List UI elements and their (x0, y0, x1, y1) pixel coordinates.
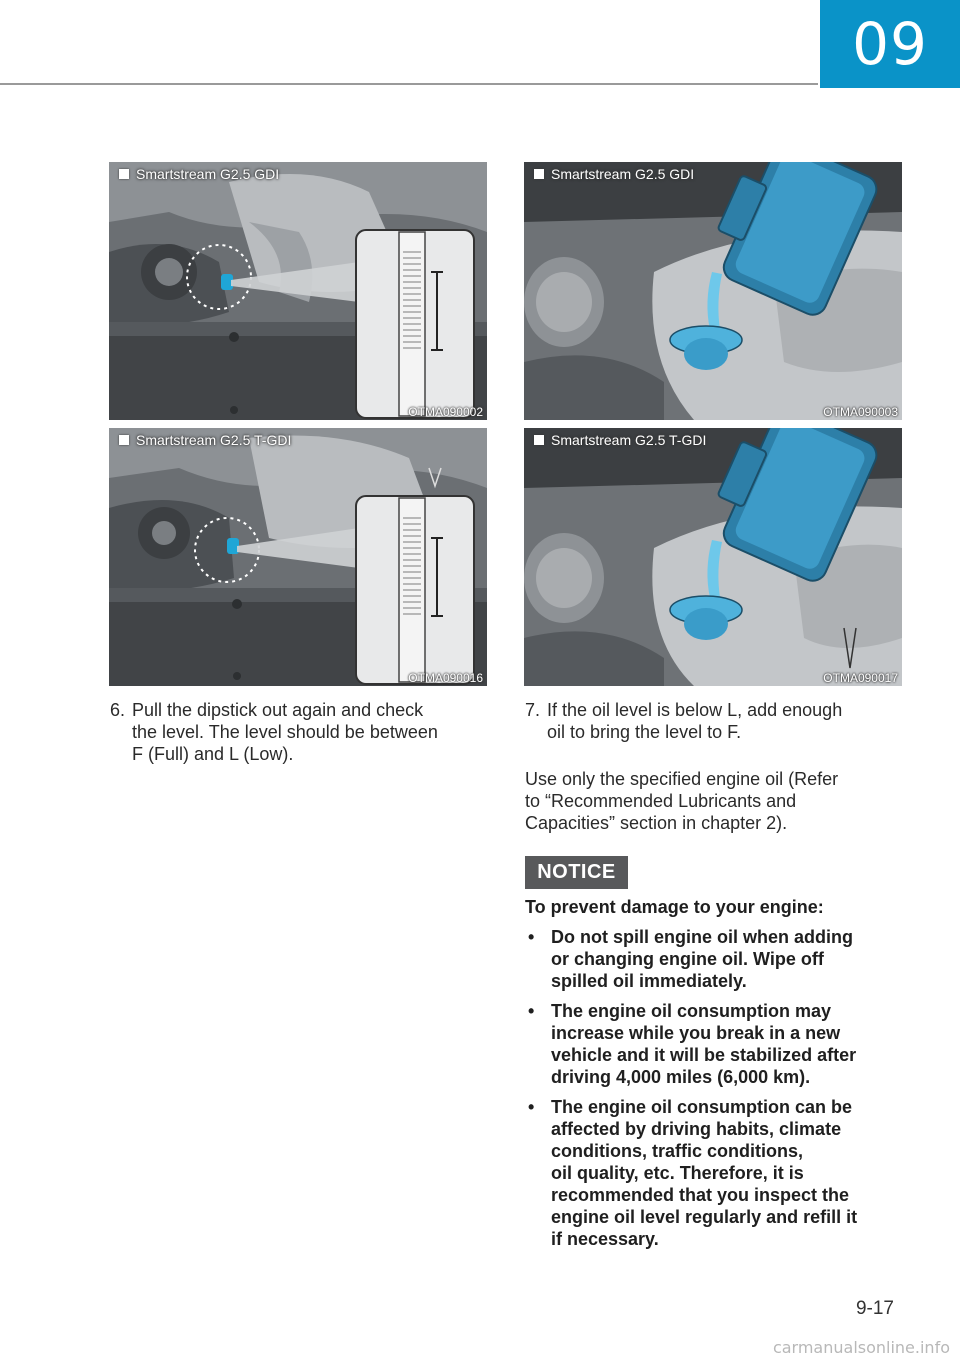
figure-oil-fill-gdi (524, 162, 902, 420)
figure-code: OTMA090017 (823, 671, 898, 685)
notice-bullet: • The engine oil consumption may increase while you break in a new vehicle and it will be stabilized after driving 4,000 miles (6,000 km). (525, 1000, 895, 1088)
step-6 (110, 699, 490, 765)
square-bullet-icon (119, 435, 129, 445)
engine-dipstick-illustration (109, 162, 487, 420)
figure-dipstick-tgdi (109, 428, 487, 686)
engine-dipstick-illustration (109, 428, 487, 686)
figure-code: OTMA090002 (408, 405, 483, 419)
bullet-dot: • (528, 1097, 535, 1117)
figure-caption: Smartstream G2.5 GDI (119, 166, 279, 182)
square-bullet-icon (534, 169, 544, 179)
figure-caption: Smartstream G2.5 T-GDI (534, 432, 706, 448)
step-text: If the oil level is below L, add enough oil to bring the level to F. (547, 700, 843, 742)
oil-pouring-illustration (524, 428, 902, 686)
figure-dipstick-gdi (109, 162, 487, 420)
header-rule (0, 83, 818, 85)
bullet-dot: • (528, 1001, 535, 1021)
figure-code: OTMA090003 (823, 405, 898, 419)
oil-spec-paragraph: Use only the specified engine oil (Refer to “Recommended Lubricants and Capacities” section in chapter 2). (525, 769, 839, 833)
step-number: 7. (525, 700, 541, 720)
step-number: 6. (110, 700, 126, 720)
notice-badge: NOTICE (525, 856, 628, 889)
oil-pouring-illustration (524, 162, 902, 420)
bullet-dot: • (528, 927, 535, 947)
figure-caption: Smartstream G2.5 T-GDI (119, 432, 291, 448)
square-bullet-icon (119, 169, 129, 179)
figure-caption: Smartstream G2.5 GDI (534, 166, 694, 182)
notice-bullet: • Do not spill engine oil when adding or changing engine oil. Wipe off spilled oil immediately. (525, 926, 895, 992)
notice-content (525, 896, 895, 1250)
chapter-tab: 09 (820, 0, 960, 88)
square-bullet-icon (534, 435, 544, 445)
watermark: carmanualsonline.info (772, 1338, 950, 1357)
notice-intro: To prevent damage to your engine: (525, 897, 824, 917)
figure-code: OTMA090016 (408, 671, 483, 685)
step-7 (525, 699, 905, 743)
figure-oil-fill-tgdi (524, 428, 902, 686)
page-number: 9-17 (855, 1298, 894, 1319)
notice-bullet: • The engine oil consumption can be affected by driving habits, climate conditions, traffic conditions, oil quality, etc. Therefore, it is recommended that you inspect the engine oil level regularly and refill it if necessary. (525, 1096, 895, 1250)
step-text: Pull the dipstick out again and check the level. The level should be between F (Full) and L (Low). (132, 700, 438, 764)
